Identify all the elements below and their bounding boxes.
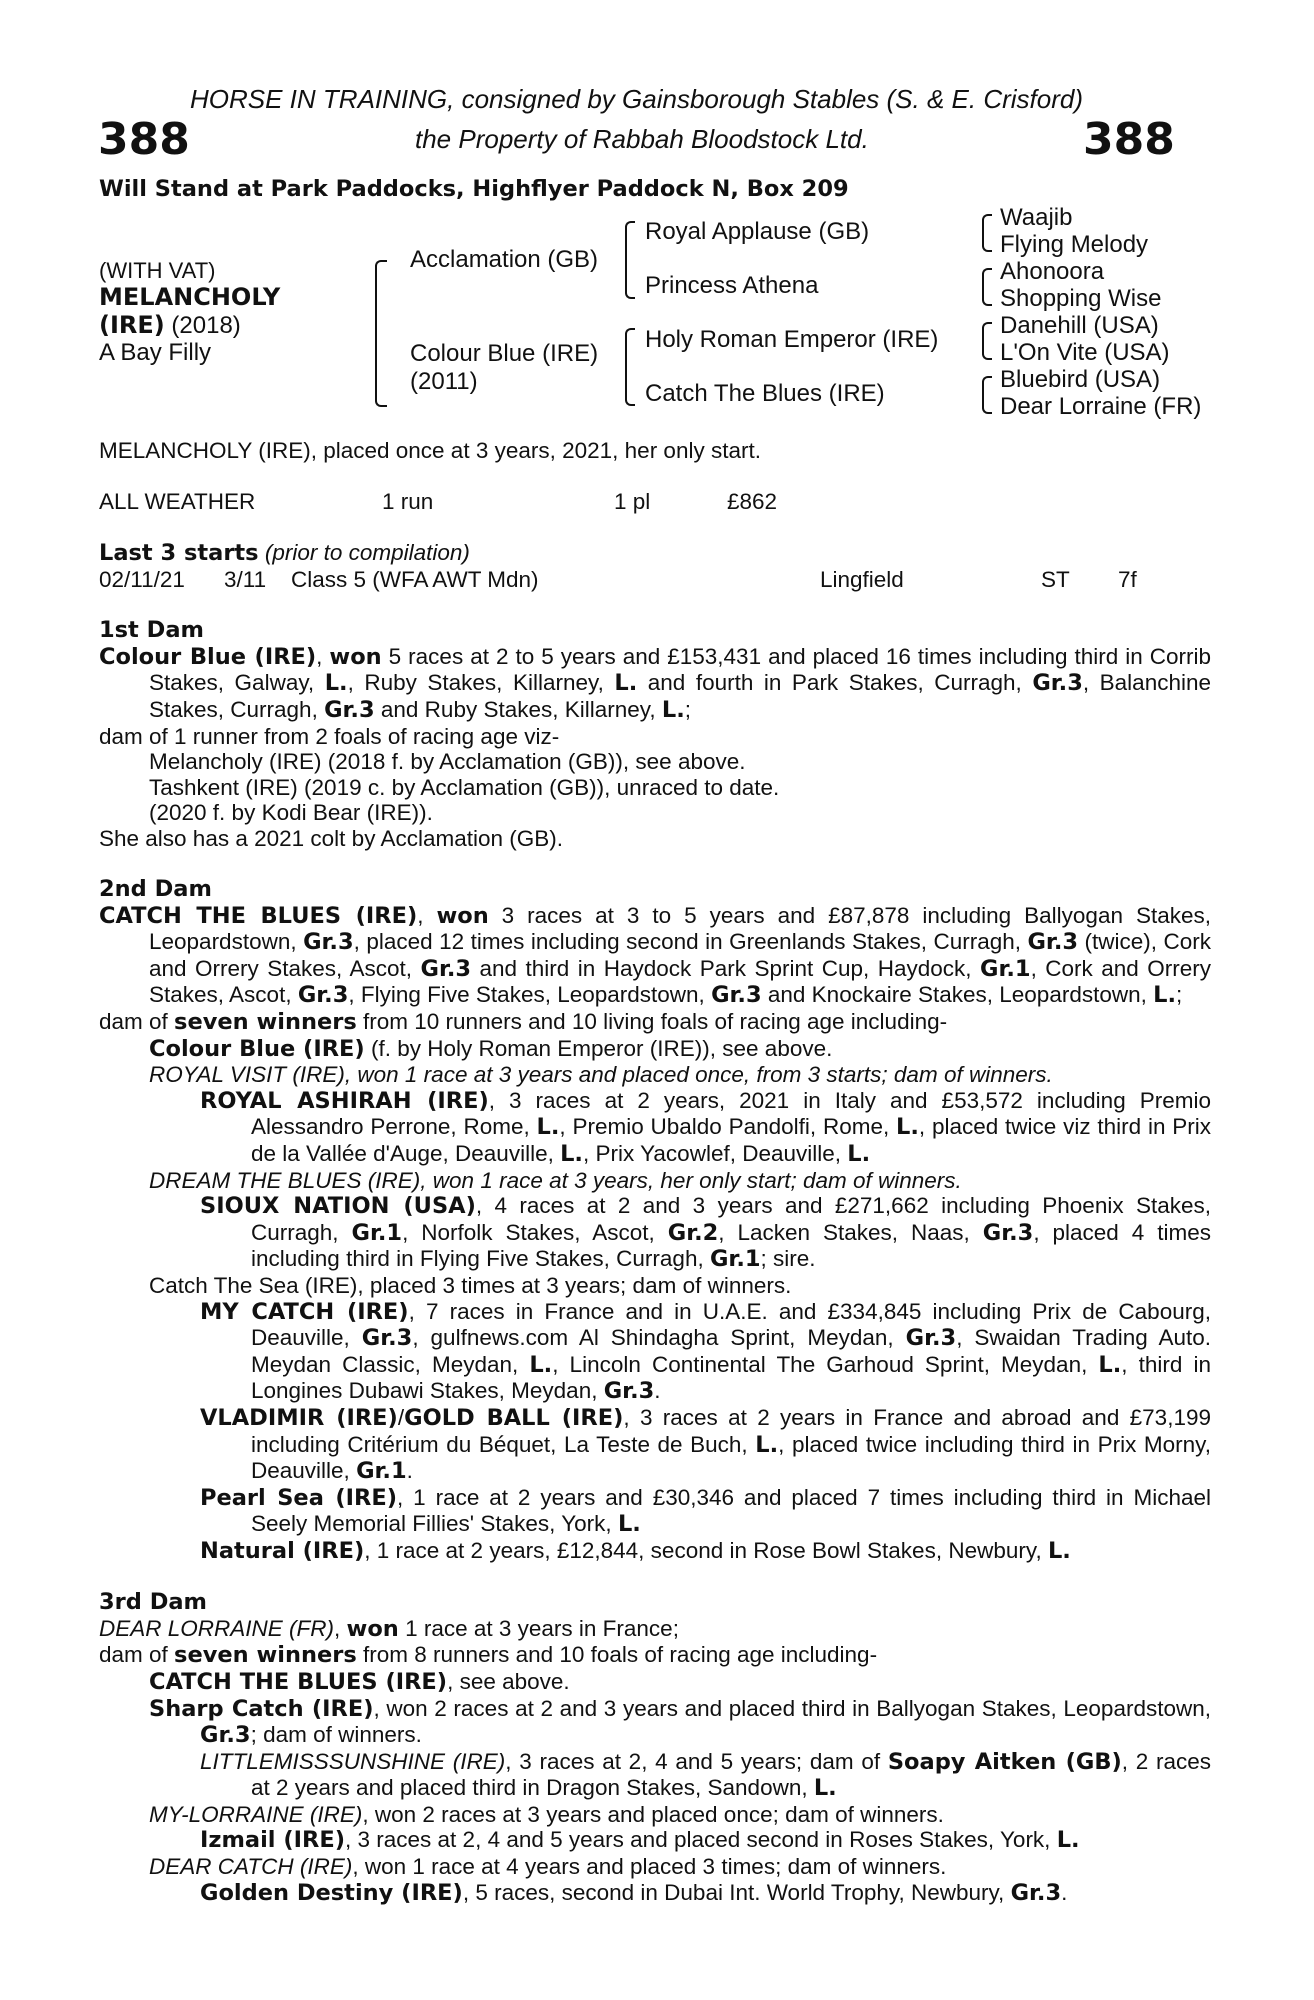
last-start-row bbox=[99, 567, 1211, 593]
brace-g3-6 bbox=[982, 340, 992, 360]
horse-origin-year: (IRE) (2018) bbox=[99, 311, 241, 339]
dam-sire: Holy Roman Emperor (IRE) bbox=[645, 326, 939, 353]
ggp-dss: Danehill (USA) bbox=[1000, 312, 1159, 339]
sire-dam: Princess Athena bbox=[645, 272, 819, 299]
vat-note: (WITH VAT) bbox=[99, 258, 216, 283]
second-dam-record: CATCH THE BLUES (IRE), won 3 races at 3 to 5 years and £87,878 including Ballyogan Stakes, Leopardstown, Gr.3, placed 12 times including second in Greenlands Stakes, Curragh, Gr.3 (twice), Cork and Orrery Stakes, Ascot, Gr.3 and third in Haydock Park Sprint Cup, Haydock, Gr.1, Cork and Orrery Stakes, Ascot, Gr.3, Flying Five Stakes, Leopardstown, Gr.3 and Knockaire Stakes, Leopardstown, L.; bbox=[99, 902, 1212, 1009]
start-race: Class 5 (WFA AWT Mdn) bbox=[291, 566, 539, 592]
brace-ds bbox=[625, 328, 635, 363]
third-dam-record: DEAR LORRAINE (FR), won 1 race at 3 years in France; bbox=[99, 1615, 679, 1642]
consignor-line: HORSE IN TRAINING, consigned by Gainsborough Stables (S. & E. Crisford) bbox=[190, 84, 1084, 114]
produce-vladimir: VLADIMIR (IRE)/GOLD BALL (IRE), 3 races at 2 years in France and abroad and £73,199 including Critérium du Béquet, La Teste de Buch, L., placed twice including third in Prix Morny, Deauville, Gr.1. bbox=[200, 1404, 1211, 1485]
horse-description: A Bay Filly bbox=[99, 339, 212, 366]
third-dam-section bbox=[99, 1590, 1211, 1906]
ggp-ddd: Dear Lorraine (FR) bbox=[1000, 393, 1202, 420]
ggp-dds: Bluebird (USA) bbox=[1000, 366, 1161, 393]
produce-littlemisssunshine: LITTLEMISSSUNSHINE (IRE), 3 races at 2, 4 and 5 years; dam of Soapy Aitken (GB), 2 races at 2 years and placed third in Dragon Stakes, Sandown, L. bbox=[200, 1748, 1211, 1802]
sire: Acclamation (GB) bbox=[410, 246, 599, 273]
ggp-sds: Ahonoora bbox=[1000, 258, 1105, 285]
second-dam-heading: 2nd Dam bbox=[99, 876, 212, 903]
property-line: the Property of Rabbah Bloodstock Ltd. bbox=[415, 124, 869, 154]
race-summary bbox=[99, 438, 1211, 464]
ggp-dsd: L'On Vite (USA) bbox=[1000, 339, 1170, 366]
first-dam-heading: 1st Dam bbox=[99, 617, 204, 644]
first-dam-produce-intro: dam of 1 runner from 2 foals of racing age viz- bbox=[99, 723, 560, 749]
brace-sire-half bbox=[375, 260, 387, 327]
produce-izmail: Izmail (IRE), 3 races at 2, 4 and 5 years and placed second in Roses Stakes, York, L. bbox=[200, 1827, 1080, 1854]
start-date: 02/11/21 bbox=[99, 566, 185, 592]
second-dam-section bbox=[99, 877, 1211, 1564]
dam: Colour Blue (IRE) bbox=[410, 340, 599, 367]
brace-g3-4 bbox=[982, 286, 992, 306]
brace-ss bbox=[625, 221, 635, 256]
brace-sd bbox=[625, 254, 635, 299]
produce-dear-catch: DEAR CATCH (IRE), won 1 race at 4 years and placed 3 times; dam of winners. bbox=[149, 1854, 947, 1880]
start-position: 3/11 bbox=[224, 566, 267, 592]
dam-year: (2011) bbox=[410, 368, 478, 395]
lot-number-right: 388 bbox=[1083, 114, 1175, 165]
stand-line: Will Stand at Park Paddocks, Highflyer Paddock N, Box 209 bbox=[99, 176, 849, 202]
ggp-ssd: Flying Melody bbox=[1000, 231, 1149, 258]
stats-placed: 1 pl bbox=[614, 489, 651, 515]
brace-g3-5 bbox=[982, 322, 992, 342]
first-dam-section bbox=[99, 618, 1211, 851]
stats-earnings: £862 bbox=[727, 489, 778, 515]
produce-my-lorraine: MY-LORRAINE (IRE), won 2 races at 3 years and placed once; dam of winners. bbox=[149, 1801, 944, 1827]
produce-golden-destiny: Golden Destiny (IRE), 5 races, second in Dubai Int. World Trophy, Newbury, Gr.3. bbox=[200, 1879, 1068, 1906]
horse-name: MELANCHOLY bbox=[99, 283, 281, 311]
start-distance: 7f bbox=[1118, 566, 1137, 592]
lot-number-left: 388 bbox=[98, 114, 190, 165]
summary-text: MELANCHOLY (IRE), placed once at 3 years, 2021, her only start. bbox=[99, 438, 761, 463]
stats-runs: 1 run bbox=[382, 489, 434, 515]
produce-colour-blue: Colour Blue (IRE) (f. by Holy Roman Emperor (IRE)), see above. bbox=[149, 1035, 833, 1062]
ggp-sdd: Shopping Wise bbox=[1000, 285, 1162, 312]
produce-sharp-catch: Sharp Catch (IRE), won 2 races at 2 and 3 years and placed third in Ballyogan Stakes, Leopardstown, Gr.3; dam of winners. bbox=[149, 1695, 1211, 1749]
brace-g3-3 bbox=[982, 268, 992, 288]
produce-dream-the-blues: DREAM THE BLUES (IRE), won 1 race at 3 years, her only start; dam of winners. bbox=[149, 1167, 962, 1193]
stats-surface: ALL WEATHER bbox=[99, 489, 256, 515]
brace-dam-half bbox=[375, 325, 387, 407]
produce-catch-the-sea: Catch The Sea (IRE), placed 3 times at 3 years; dam of winners. bbox=[149, 1273, 792, 1298]
produce-catch-the-blues: CATCH THE BLUES (IRE), see above. bbox=[149, 1668, 570, 1695]
race-stats bbox=[99, 489, 1211, 515]
produce-royal-visit: ROYAL VISIT (IRE), won 1 race at 3 years and placed once, from 3 starts; dam of winners. bbox=[149, 1062, 1053, 1088]
produce-my-catch: MY CATCH (IRE), 7 races in France and in U.A.E. and £334,845 including Prix de Cabourg, Deauville, Gr.3, gulfnews.com Al Shindagha Sprint, Meydan, Gr.3, Swaidan Trading Auto. Meydan Classic, Meydan, L., Lincoln Continental The Garhoud Sprint, Meydan, L., third in Longines Dubawi Stakes, Meydan, Gr.3. bbox=[200, 1298, 1211, 1405]
produce-2021: She also has a 2021 colt by Acclamation (GB). bbox=[99, 825, 563, 851]
second-dam-produce-intro: dam of seven winners from 10 runners and 10 living foals of racing age including- bbox=[99, 1009, 948, 1036]
brace-g3-8 bbox=[982, 394, 992, 414]
start-going: ST bbox=[1041, 566, 1070, 592]
produce-royal-ashirah: ROYAL ASHIRAH (IRE), 3 races at 2 years, 2021 in Italy and £53,572 including Premio Alessandro Perrone, Rome, L., Premio Ubaldo Pandolfi, Rome, L., placed twice viz third in Prix de la Vallée d'Auge, Deauville, L., Prix Yacowlef, Deauville, L. bbox=[200, 1087, 1211, 1168]
third-dam-heading: 3rd Dam bbox=[99, 1589, 207, 1616]
first-dam-record: Colour Blue (IRE), won 5 races at 2 to 5 years and £153,431 and placed 16 times including third in Corrib Stakes, Galway, L., Ruby Stakes, Killarney, L. and fourth in Park Stakes, Curragh, Gr.3, Balanchine Stakes, Curragh, Gr.3 and Ruby Stakes, Killarney, L.; bbox=[99, 643, 1211, 723]
produce-tashkent: Tashkent (IRE) (2019 c. by Acclamation (GB)), unraced to date. bbox=[149, 774, 780, 800]
third-dam-produce-intro: dam of seven winners from 8 runners and 10 foals of racing age including- bbox=[99, 1642, 878, 1669]
produce-sioux-nation: SIOUX NATION (USA), 4 races at 2 and 3 years and £271,662 including Phoenix Stakes, Curragh, Gr.1, Norfolk Stakes, Ascot, Gr.2, Lacken Stakes, Naas, Gr.3, placed 4 times including third in Flying Five Stakes, Curragh, Gr.1; sire. bbox=[200, 1193, 1212, 1273]
produce-2020: (2020 f. by Kodi Bear (IRE)). bbox=[149, 800, 433, 826]
last-starts-heading: Last 3 starts bbox=[99, 540, 259, 567]
start-course: Lingfield bbox=[820, 566, 904, 592]
brace-g3-1 bbox=[982, 214, 992, 234]
produce-pearl-sea: Pearl Sea (IRE), 1 race at 2 years and £30,346 and placed 7 times including third in Michael Seely Memorial Fillies' Stakes, York, L. bbox=[200, 1484, 1211, 1538]
produce-melancholy: Melancholy (IRE) (2018 f. by Acclamation (GB)), see above. bbox=[149, 749, 746, 775]
brace-g3-2 bbox=[982, 232, 992, 252]
sire-sire: Royal Applause (GB) bbox=[645, 218, 870, 245]
brace-g3-7 bbox=[982, 376, 992, 396]
dam-dam: Catch The Blues (IRE) bbox=[645, 380, 885, 407]
last-starts-note: (prior to compilation) bbox=[264, 540, 470, 566]
catalogue-body bbox=[99, 438, 1211, 1906]
brace-dd bbox=[625, 361, 635, 406]
produce-natural: Natural (IRE), 1 race at 2 years, £12,844, second in Rose Bowl Stakes, Newbury, L. bbox=[200, 1537, 1071, 1564]
last-starts bbox=[99, 540, 1211, 592]
ggp-sss: Waajib bbox=[1000, 204, 1073, 231]
